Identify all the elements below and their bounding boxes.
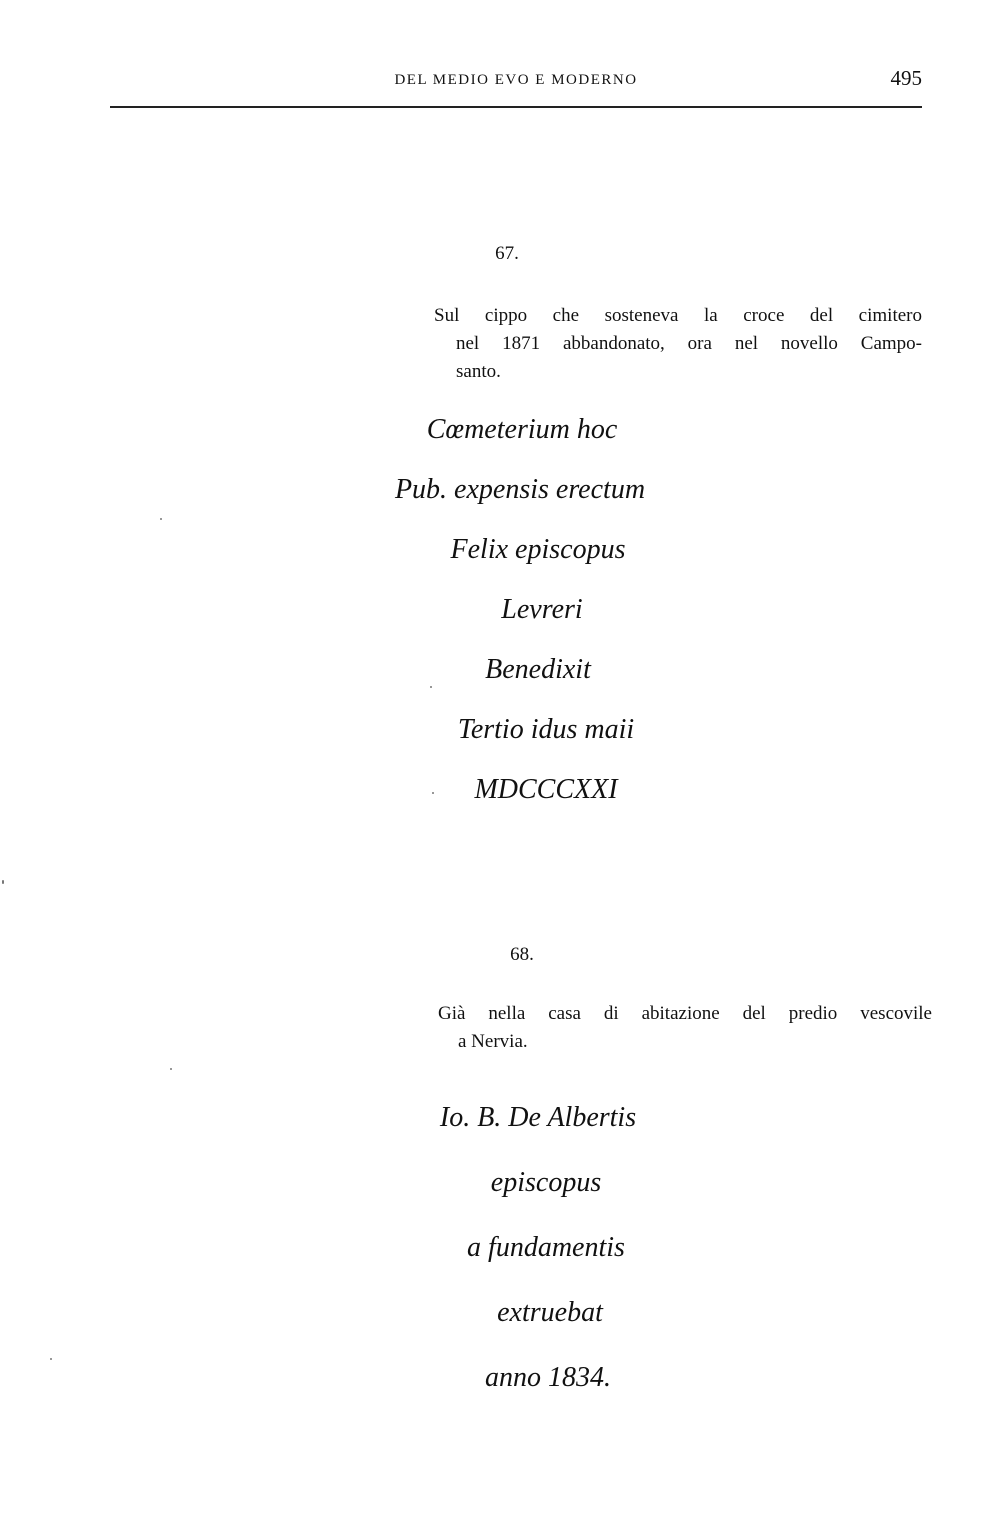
inscription-line: a fundamentis bbox=[467, 1232, 625, 1263]
inscription-line: anno 1834. bbox=[485, 1362, 611, 1393]
page-number: 495 bbox=[890, 66, 922, 90]
scan-speck bbox=[2, 880, 4, 884]
running-title: DEL MEDIO EVO E MODERNO bbox=[394, 72, 638, 88]
running-head bbox=[110, 66, 922, 96]
inscription-line: Felix episcopus bbox=[450, 534, 626, 565]
inscription-line: Tertio idus maii bbox=[457, 714, 635, 745]
scan-speck bbox=[432, 792, 434, 794]
inscription-line: Benedixit bbox=[485, 654, 591, 685]
scan-speck bbox=[170, 1068, 172, 1070]
header-rule bbox=[110, 106, 922, 108]
scan-speck bbox=[160, 518, 162, 520]
caption-line: a Nervia. bbox=[458, 1031, 528, 1052]
inscription-line: Cœmeterium hoc bbox=[426, 414, 618, 445]
scan-speck bbox=[430, 686, 432, 688]
entry-number-68: 68. bbox=[510, 944, 534, 965]
inscription-line: episcopus bbox=[490, 1167, 602, 1198]
inscription-line: extruebat bbox=[497, 1297, 603, 1328]
inscription-line: Levreri bbox=[501, 594, 583, 625]
caption-line: Sul cippo che sosteneva la croce del cimitero bbox=[434, 305, 922, 326]
inscription-line: Io. B. De Albertis bbox=[439, 1102, 637, 1133]
caption-line: santo. bbox=[456, 361, 501, 382]
entry-caption-68 bbox=[438, 1000, 932, 1056]
inscription-line: Pub. expensis erectum bbox=[394, 474, 646, 505]
caption-line: nel 1871 abbandonato, ora nel novello Campo- bbox=[456, 333, 922, 354]
caption-line: Già nella casa di abitazione del predio vescovile bbox=[438, 1003, 932, 1024]
entry-caption-67 bbox=[434, 302, 922, 386]
inscription-line: MDCCCXXI bbox=[474, 774, 618, 805]
entry-number-67: 67. bbox=[495, 243, 519, 264]
scan-speck bbox=[50, 1358, 52, 1360]
